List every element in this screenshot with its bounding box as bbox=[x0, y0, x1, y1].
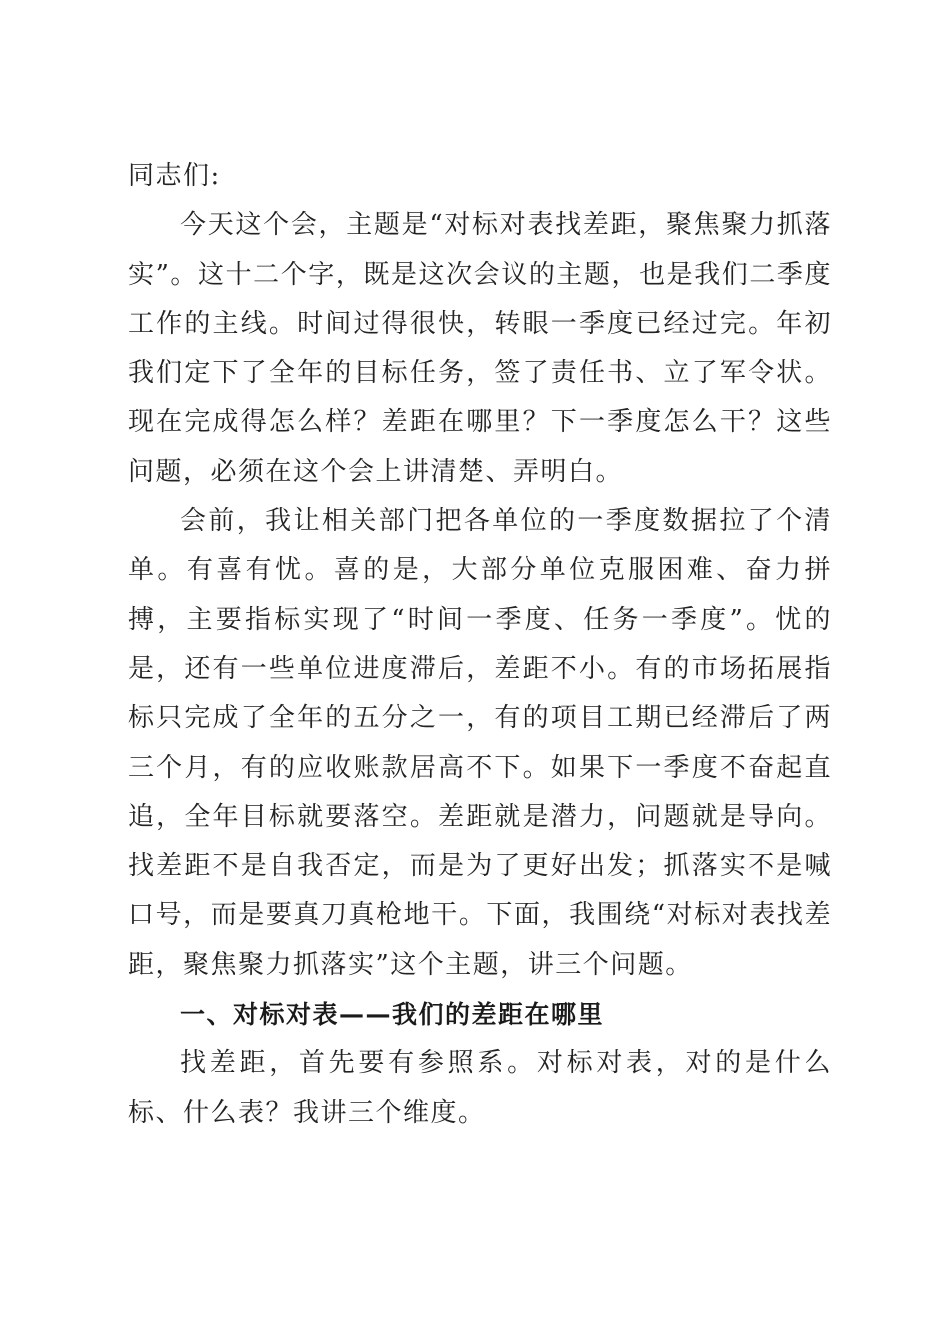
document-body bbox=[128, 152, 832, 1138]
salutation: 同志们: bbox=[128, 161, 221, 191]
body-paragraph-overview: 会前，我让相关部门把各单位的一季度数据拉了个清单。有喜有忧。喜的是，大部分单位克服困难、奋力拼搏，主要指标实现了“时间一季度、任务一季度”。忧的是，还有一些单位进度滞后，差距不小。有的市场拓展指标只完成了全年的五分之一，有的项目工期已经滞后了两三个月，有的应收账款居高不下。如果下一季度不奋起直追，全年目标就要落空。差距就是潜力，问题就是导向。找差距不是自我否定，而是为了更好出发；抓落实不是喊口号，而是要真刀真枪地干。下面，我围绕“对标对表找差距，聚焦聚力抓落实”这个主题，讲三个问题。 bbox=[128, 506, 832, 980]
body-paragraph-intro: 今天这个会，主题是“对标对表找差距，聚焦聚力抓落实”。这十二个字，既是这次会议的主题，也是我们二季度工作的主线。时间过得很快，转眼一季度已经过完。年初我们定下了全年的目标任务，签了责任书、立了军令状。现在完成得怎么样？差距在哪里？下一季度怎么干？这些问题，必须在这个会上讲清楚、弄明白。 bbox=[128, 210, 832, 487]
section-paragraph: 找差距，首先要有参照系。对标对表，对的是什么标、什么表？我讲三个维度。 bbox=[128, 1048, 832, 1128]
section-heading: 一、对标对表——我们的差距在哪里 bbox=[180, 1000, 605, 1030]
